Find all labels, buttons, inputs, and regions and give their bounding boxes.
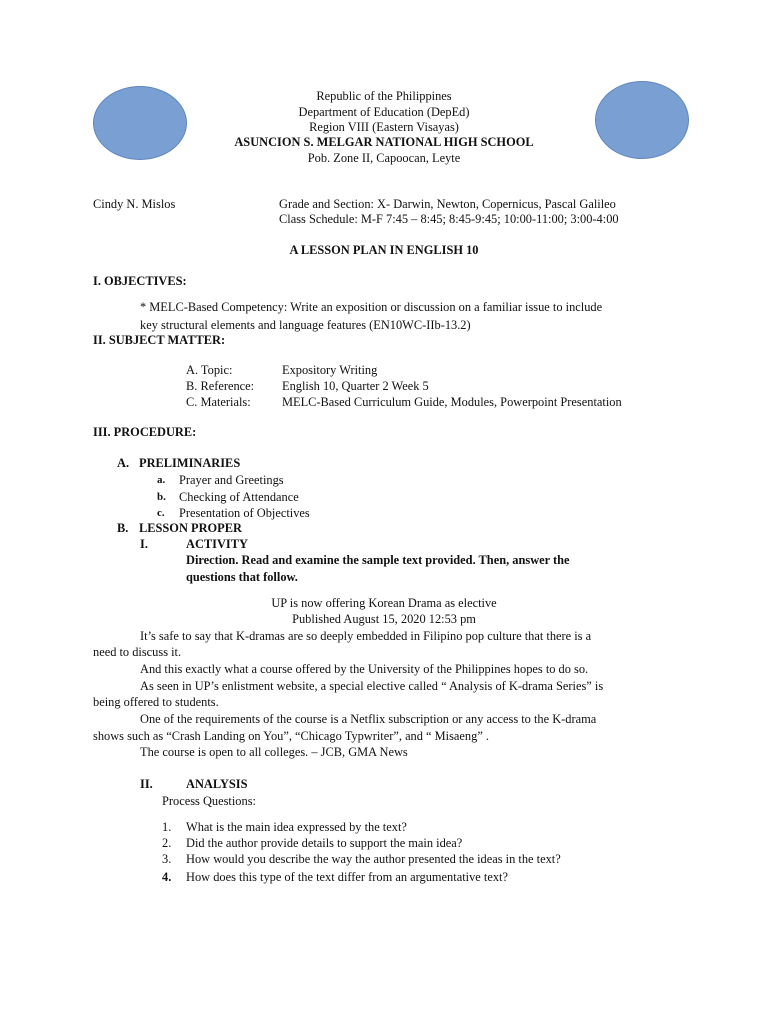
objective-line-2: key structural elements and language features (EN10WC-IIb-13.2) <box>140 318 471 332</box>
teacher-name: Cindy N. Mislos <box>93 197 176 211</box>
question-number: 1. <box>162 820 172 834</box>
subject-item-materials <box>186 394 622 410</box>
analysis-marker: II. <box>140 777 153 791</box>
header-line-2: Department of Education (DepEd) <box>298 105 470 119</box>
process-questions-heading: Process Questions: <box>162 794 256 808</box>
article-paragraph: It’s safe to say that K-dramas are so deeply embedded in Filipino pop culture that there is a <box>140 629 592 643</box>
school-address: Pob. Zone II, Capoocan, Leyte <box>307 151 461 165</box>
subject-matter-heading: II. SUBJECT MATTER: <box>93 333 226 347</box>
subject-item-label: A. Topic: <box>186 363 233 377</box>
question-text: How does this type of the text differ from an argumentative text? <box>186 870 508 884</box>
article-paragraph: One of the requirements of the course is a Netflix subscription or any access to the K-drama <box>140 712 597 726</box>
article-paragraph: shows such as “Crash Landing on You”, “Chicago Typwriter”, and “ Misaeng” . <box>93 729 490 743</box>
subject-item-value: Expository Writing <box>282 363 378 377</box>
objective-line-1: * MELC-Based Competency: Write an exposition or discussion on a familiar issue to include <box>140 300 603 314</box>
list-marker: a. <box>157 474 166 486</box>
activity-marker: I. <box>140 537 148 551</box>
question-number: 3. <box>162 852 172 866</box>
direction-line-2: questions that follow. <box>186 570 298 584</box>
article-published: Published August 15, 2020 12:53 pm <box>292 612 476 626</box>
class-schedule: Class Schedule: M-F 7:45 – 8:45; 8:45-9:45; 10:00-11:00; 3:00-4:00 <box>279 212 619 226</box>
list-marker: b. <box>157 491 166 503</box>
question-number: 4. <box>162 870 172 884</box>
subject-item-value: English 10, Quarter 2 Week 5 <box>282 379 429 393</box>
direction-line-1: Direction. Read and examine the sample text provided. Then, answer the <box>186 553 570 567</box>
article-paragraph: being offered to students. <box>93 695 219 709</box>
subject-item-value: MELC-Based Curriculum Guide, Modules, Powerpoint Presentation <box>282 395 622 409</box>
lesson-marker: B. <box>117 521 129 535</box>
question-text: What is the main idea expressed by the text? <box>186 820 407 834</box>
header-line-3: Region VIII (Eastern Visayas) <box>309 120 459 134</box>
subject-item-label: C. Materials: <box>186 395 251 409</box>
lesson-plan-title: A LESSON PLAN IN ENGLISH 10 <box>289 243 479 257</box>
article-headline: UP is now offering Korean Drama as elective <box>271 596 497 610</box>
article-paragraph: As seen in UP’s enlistment website, a special elective called “ Analysis of K-drama Series” is <box>140 679 604 693</box>
objectives-heading: I. OBJECTIVES: <box>93 274 187 288</box>
procedure-heading: III. PROCEDURE: <box>93 425 197 439</box>
prelim-heading: PRELIMINARIES <box>139 456 241 470</box>
article-paragraph: need to discuss it. <box>93 645 182 659</box>
question-number: 2. <box>162 836 172 850</box>
question-text: Did the author provide details to support the main idea? <box>186 836 463 850</box>
analysis-heading: ANALYSIS <box>186 777 248 791</box>
activity-heading: ACTIVITY <box>186 537 248 551</box>
header-line-1: Republic of the Philippines <box>316 89 452 103</box>
lesson-heading: LESSON PROPER <box>139 521 242 535</box>
list-item: Prayer and Greetings <box>179 473 284 487</box>
subject-item-reference <box>186 378 429 394</box>
question-text: How would you describe the way the author presented the ideas in the text? <box>186 852 561 866</box>
grade-section: Grade and Section: X- Darwin, Newton, Copernicus, Pascal Galileo <box>279 197 616 211</box>
article-paragraph: The course is open to all colleges. – JCB, GMA News <box>140 745 408 759</box>
list-item: Checking of Attendance <box>179 490 299 504</box>
prelim-marker: A. <box>117 456 130 470</box>
list-item: Presentation of Objectives <box>179 506 310 520</box>
school-name: ASUNCION S. MELGAR NATIONAL HIGH SCHOOL <box>234 135 534 149</box>
subject-item-label: B. Reference: <box>186 379 255 393</box>
article-paragraph: And this exactly what a course offered by the University of the Philippines hopes to do so. <box>140 662 589 676</box>
list-marker: c. <box>157 507 165 519</box>
subject-item-topic <box>186 362 377 378</box>
